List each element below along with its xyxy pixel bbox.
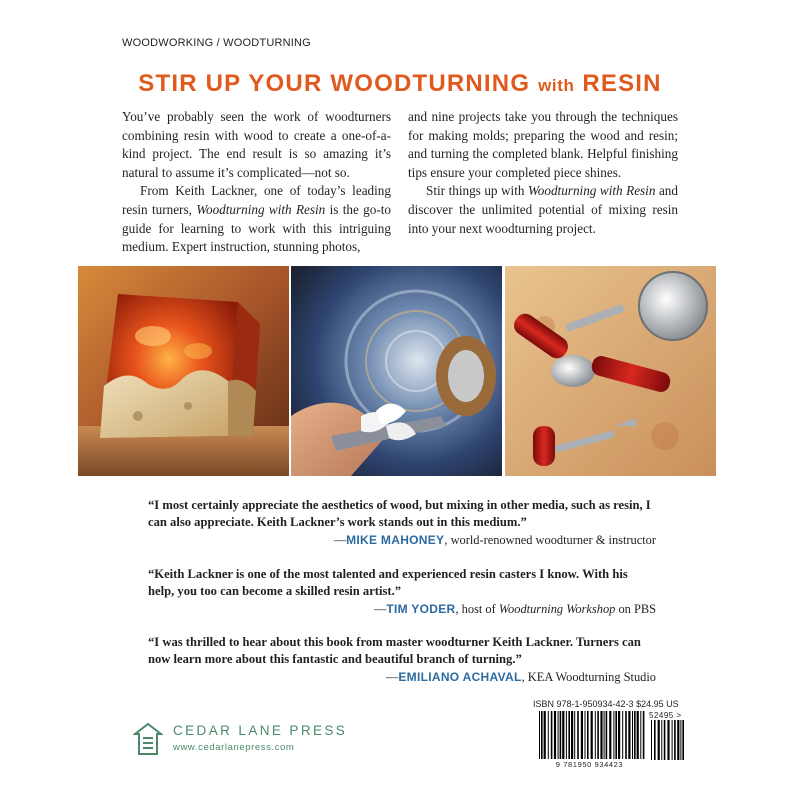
barcode-bar xyxy=(632,711,633,759)
barcode-bar xyxy=(613,711,614,759)
testimonial-quote xyxy=(148,634,656,687)
barcode-bar xyxy=(672,720,673,760)
price-code xyxy=(649,711,682,720)
barcode-bar xyxy=(628,711,630,759)
lathe-turning-photo xyxy=(291,266,502,476)
barcode-bar xyxy=(574,711,575,759)
barcode-bar xyxy=(571,711,573,759)
category-label: WOODWORKING / WOODTURNING xyxy=(122,37,311,49)
barcode-bar xyxy=(595,711,596,759)
quote-author-name: MIKE MAHONEY xyxy=(346,533,445,548)
barcode-bar xyxy=(680,720,681,760)
barcode-bar xyxy=(640,711,641,759)
barcode-bar xyxy=(568,711,570,759)
barcode-bar xyxy=(558,711,559,759)
intro-column-left xyxy=(122,108,391,257)
testimonial-quote xyxy=(148,497,656,550)
quote-attribution xyxy=(148,669,656,686)
barcode-bar xyxy=(609,711,611,759)
quote-author-role: on PBS xyxy=(618,602,656,617)
barcode-bar xyxy=(654,720,656,760)
barcode-bar xyxy=(554,711,556,759)
cedar-tree-icon xyxy=(133,722,163,756)
barcode-bar xyxy=(643,711,645,759)
quote-author-name: TIM YODER xyxy=(386,602,456,617)
barcode-bar xyxy=(541,711,543,759)
barcode-bar xyxy=(604,711,605,759)
barcode-bar xyxy=(667,720,669,760)
intro-text: and discover the unlimited potential of mixing resin into your next woodturning project. xyxy=(408,183,678,236)
resin-kitchen-tools-photo xyxy=(505,266,716,476)
headline-main: STIR UP YOUR WOODTURNING xyxy=(138,70,531,97)
barcode-bar xyxy=(622,711,623,759)
quote-author-name: EMILIANO ACHAVAL xyxy=(398,670,522,685)
barcode-bar xyxy=(682,720,684,760)
barcode-bar xyxy=(634,711,636,759)
back-cover-headline xyxy=(0,70,800,98)
isbn-barcode xyxy=(533,711,684,769)
intro-paragraph xyxy=(408,182,678,238)
book-title: Woodturning with Resin xyxy=(528,183,656,199)
barcode-digits: 9 781950 934423 xyxy=(555,760,624,769)
barcode-bar xyxy=(637,711,639,759)
intro-text: From Keith Lackner, one of today’s leading resin turners, xyxy=(122,183,391,217)
publisher-name: CEDAR LANE PRESS xyxy=(173,723,348,738)
barcode-bar xyxy=(606,711,608,759)
publisher-logo xyxy=(133,720,353,756)
testimonial-quote xyxy=(148,566,656,619)
quote-dash: — xyxy=(333,533,347,548)
quote-text: “I most certainly appreciate the aesthetics of wood, but mixing in other media, such as resin, I can also appreciate. Keith Lackner’s work stands out in this medium.” xyxy=(148,498,651,530)
barcode-bar xyxy=(587,711,589,759)
price-code-arrow: > xyxy=(676,711,682,720)
barcode-bar xyxy=(585,711,586,759)
barcode-bar xyxy=(661,720,662,760)
barcode-bar xyxy=(658,720,660,760)
quote-author-role: , KEA Woodturning Studio xyxy=(521,670,656,685)
barcode-bar xyxy=(566,711,567,759)
barcode-bar xyxy=(615,711,617,759)
quote-dash: — xyxy=(385,670,399,685)
intro-paragraph xyxy=(122,182,391,256)
quote-author-role: , world-renowned woodturner & instructor xyxy=(444,533,656,548)
barcode-bar xyxy=(577,711,579,759)
intro-column-right xyxy=(408,108,678,238)
barcode-bar xyxy=(544,711,546,759)
barcode-bar xyxy=(551,711,553,759)
publisher-url: www.cedarlanepress.com xyxy=(173,742,295,753)
price-code-digits: 52495 xyxy=(649,711,674,720)
book-title: Woodturning with Resin xyxy=(196,201,326,217)
barcode-bar xyxy=(597,711,599,759)
intro-text: Stir things up with xyxy=(426,183,525,199)
barcode-bar xyxy=(548,711,549,759)
barcode-bar xyxy=(600,711,602,759)
intro-text: is the go-to guide for learning to work with this intriguing medium. Expert instruction, stunning photos, xyxy=(122,201,392,255)
quote-author-role: , host of xyxy=(455,602,496,617)
barcode-bar xyxy=(625,711,627,759)
intro-paragraph: and nine projects take you through the techniques for making molds; preparing the wood and resin; and turning the completed blank. Helpful finishing tips ensure your completed piece shines. xyxy=(408,109,678,180)
intro-paragraph: You’ve probably seen the work of woodturners combining resin with wood to create a one-of-a-kind project. The end result is so amazing it’s natural to assume it’s complicated—not so. xyxy=(122,109,391,180)
barcode-bar xyxy=(618,711,620,759)
headline-end: RESIN xyxy=(582,70,662,97)
barcode-bar xyxy=(560,711,562,759)
barcode-bar xyxy=(539,711,540,759)
quote-dash: — xyxy=(373,602,387,617)
resin-wood-cube-photo xyxy=(78,266,289,476)
barcode-bar xyxy=(581,711,583,759)
quote-attribution xyxy=(148,601,656,618)
isbn-price: ISBN 978-1-950934-42-3 $24.95 US xyxy=(533,699,679,709)
barcode-bar xyxy=(664,720,666,760)
quote-attribution xyxy=(148,532,656,549)
barcode-bar xyxy=(591,711,593,759)
show-title: Woodturning Workshop xyxy=(498,602,616,617)
barcode-bar xyxy=(677,720,679,760)
barcode-bar xyxy=(674,720,676,760)
quote-text: “Keith Lackner is one of the most talented and experienced resin casters I know. With his help, you too can become a skilled resin artist.” xyxy=(148,567,628,599)
quote-text: “I was thrilled to hear about this book from master woodturner Keith Lackner. Turners can now learn more about this fantastic and beautiful branch of turning.” xyxy=(148,635,641,667)
headline-with: with xyxy=(538,76,575,95)
barcode-bar xyxy=(562,711,564,759)
barcode-bar xyxy=(651,720,652,760)
